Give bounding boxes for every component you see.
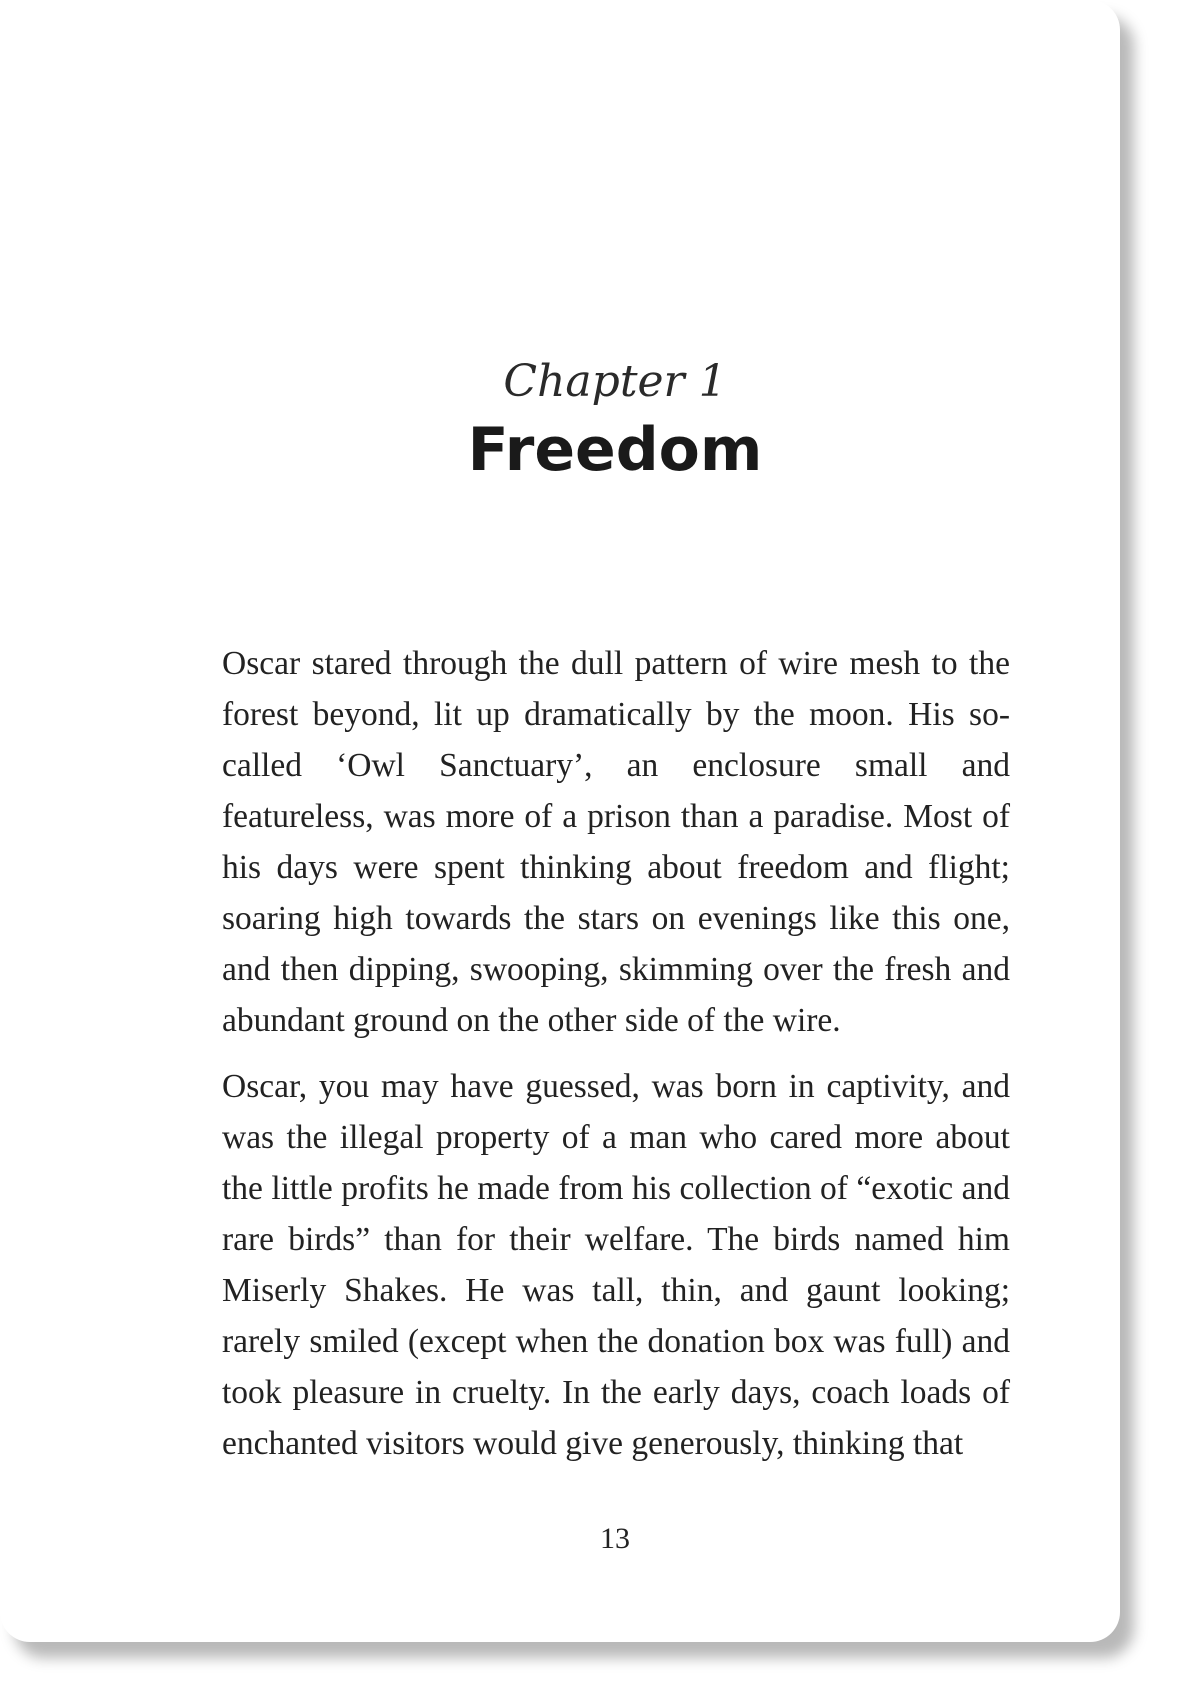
chapter-label: Chapter 1 bbox=[503, 356, 727, 407]
paragraph-2: Oscar, you may have guessed, was born in captivity, and was the illegal property of a man who cared more about the little profits he made from his collection of “exotic and rare birds” than for their welfare. The birds named him Miserly Shakes. He was tall, thin, and gaunt looking; rarely smiled (except when the donation box was full) and took pleasure in cruelty. In the early days, coach loads of enchanted visitors would give generously, thinking that bbox=[222, 1068, 1010, 1462]
page-number: 13 bbox=[600, 1522, 630, 1555]
chapter-title: Freedom bbox=[467, 415, 763, 485]
body-text bbox=[222, 638, 1010, 1484]
paragraph-1: Oscar stared through the dull pattern of wire mesh to the forest beyond, lit up dramatically by the moon. His so-called ‘Owl Sanctuary’, an enclosure small and featureless, was more of a prison than a paradise. Most of his days were spent thinking about freedom and flight; soaring high towards the stars on evenings like this one, and then dipping, swooping, skimming over the fresh and abundant ground on the other side of the wire. bbox=[222, 645, 1010, 1039]
